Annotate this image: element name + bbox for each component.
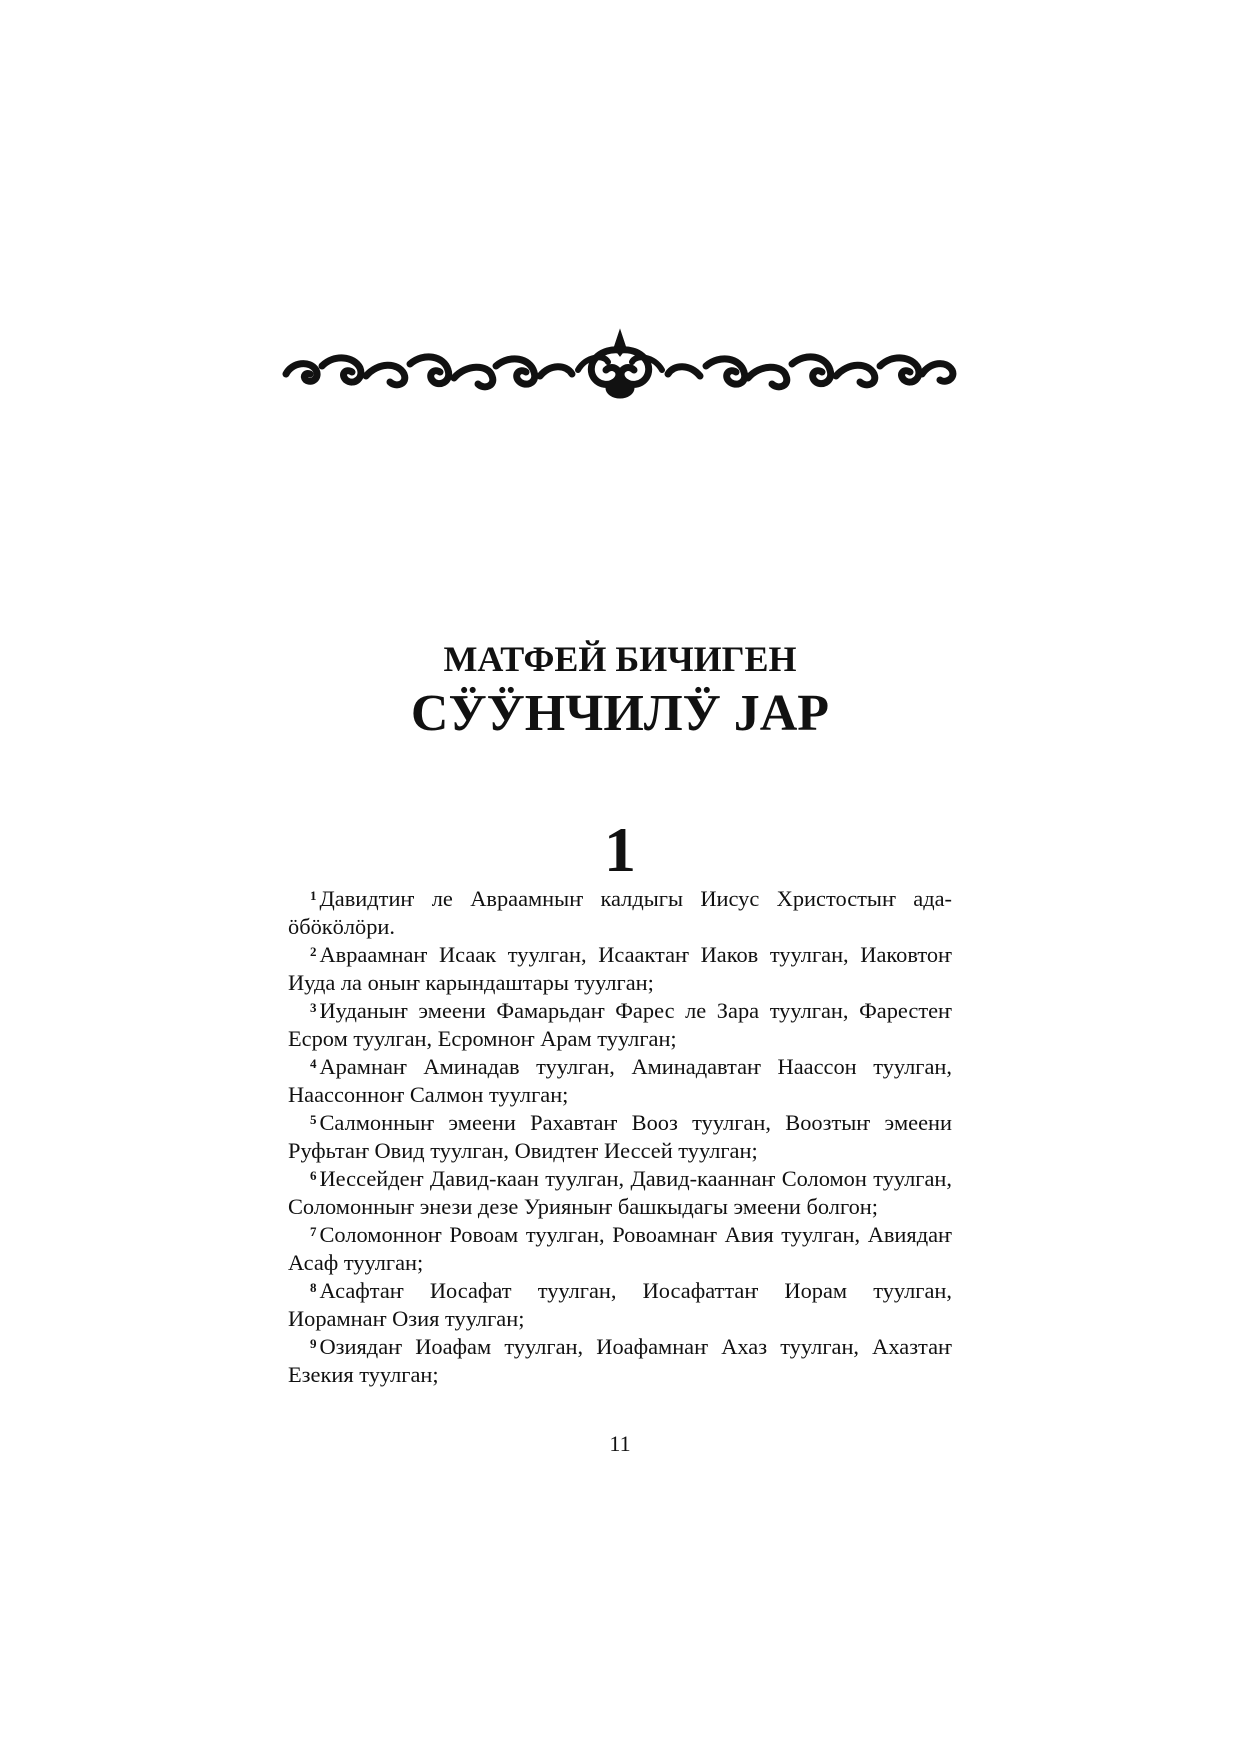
page-number: 11 — [609, 1431, 631, 1456]
verse-text: Иессейдеҥ Давид-каан туулган, Давид-кааннаҥ Соломон туулган, Соломонныҥ энези дезе Урияныҥ башкыдагы эмеени болгон; — [288, 1166, 952, 1219]
verse — [288, 941, 952, 996]
verse-text: Озиядаҥ Иоафам туулган, Иоафамнаҥ Ахаз туулган, Ахазтаҥ Езекия туулган; — [288, 1334, 952, 1387]
book-title: СӰӰНЧИЛӰ ЈАР — [410, 685, 830, 742]
verse-text: Салмонныҥ эмеени Рахавтаҥ Вооз туулган, Воозтыҥ эмеени Руфьтаҥ Овид туулган, Овидтеҥ Иессей туулган; — [288, 1110, 952, 1163]
verse-number: 7 — [310, 1224, 317, 1239]
verse-list — [288, 885, 952, 1389]
verse-number: 3 — [310, 1000, 317, 1015]
verse — [288, 885, 952, 940]
verse — [288, 1109, 952, 1164]
verse-number: 1 — [310, 888, 317, 903]
verse-number: 6 — [310, 1168, 317, 1183]
verse-number: 9 — [310, 1336, 317, 1351]
verse — [288, 1333, 952, 1388]
verse-text: Асафтаҥ Иосафат туулган, Иосафаттаҥ Иорам туулган, Иорамнаҥ Озия туулган; — [288, 1278, 952, 1331]
verse-text: Давидтиҥ ле Авраамныҥ калдыгы Иисус Христостыҥ ада-ӧбӧкӧлӧри. — [288, 886, 952, 939]
verse-number: 4 — [310, 1056, 317, 1071]
verse-number: 5 — [310, 1112, 317, 1127]
verse — [288, 1221, 952, 1276]
verse — [288, 1053, 952, 1108]
verse-text: Авраамнаҥ Исаак туулган, Исаактаҥ Иаков туулган, Иаковтоҥ Иуда ла оныҥ карындаштары туулган; — [288, 942, 952, 995]
verse — [288, 1165, 952, 1220]
decorative-scroll-ornament-icon — [282, 326, 958, 406]
verse — [288, 1277, 952, 1332]
verse-text: Арамнаҥ Аминадав туулган, Аминадавтаҥ Наассон туулган, Наассонноҥ Салмон туулган; — [288, 1054, 952, 1107]
verse-text: Соломонноҥ Ровоам туулган, Ровоамнаҥ Авия туулган, Авиядаҥ Асаф туулган; — [288, 1222, 952, 1275]
verse — [288, 997, 952, 1052]
verse-number: 2 — [310, 944, 317, 959]
verse-number: 8 — [310, 1280, 317, 1295]
verse-text: Иуданыҥ эмеени Фамарьдаҥ Фарес ле Зара туулган, Фарестеҥ Есром туулган, Есромноҥ Арам туулган; — [288, 998, 952, 1051]
book-subtitle: МАТФЕЙ БИЧИГЕН — [443, 639, 797, 679]
chapter-number: 1 — [604, 814, 636, 885]
